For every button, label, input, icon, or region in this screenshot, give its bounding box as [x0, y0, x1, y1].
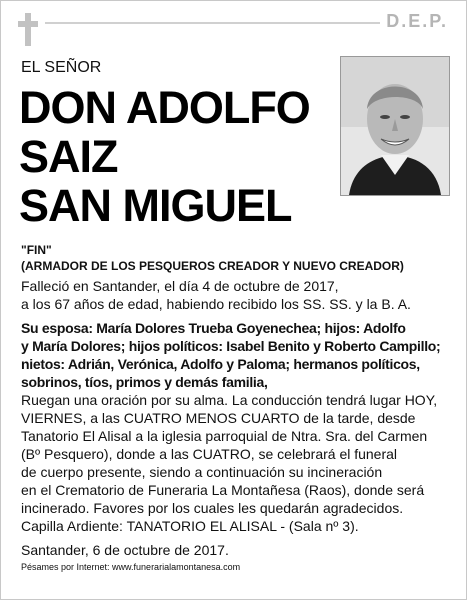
service-details — [21, 391, 461, 535]
name-line: DON ADOLFO — [19, 82, 310, 133]
service-line: en el Crematorio de Funeraria La Montañesa (Raos), donde será — [21, 482, 425, 498]
name-line: SAN MIGUEL — [19, 180, 292, 231]
service-line: Ruegan una oración por su alma. La conducción tendrá lugar HOY, — [21, 392, 438, 408]
portrait-photo-icon — [341, 57, 449, 195]
cross-icon — [18, 13, 38, 46]
deceased-name — [19, 83, 310, 230]
service-line: VIERNES, a las CUATRO MENOS CUARTO de la tarde, desde — [21, 410, 416, 426]
service-line: Tanatorio El Alisal a la iglesia parroquial de Ntra. Sra. del Carmen — [21, 428, 428, 444]
service-line: Capilla Ardiente: TANATORIO EL ALISAL - (Sala nº 3). — [21, 518, 359, 534]
death-notice-line: a los 67 años de edad, habiendo recibido los SS. SS. y la B. A. — [21, 296, 411, 312]
death-notice — [21, 277, 451, 313]
dep-label: D.E.P. — [386, 11, 448, 31]
notice-date: Santander, 6 de octubre de 2017. — [21, 542, 229, 558]
service-line: incinerado. Favores por los cuales les quedarán agradecidos. — [21, 500, 404, 516]
family-line: sobrinos, tíos, primos y demás familia, — [21, 374, 268, 390]
honorific: EL SEÑOR — [21, 59, 102, 76]
service-line: (Bº Pesquero), donde a las CUATRO, se celebrará el funeral — [21, 446, 398, 462]
service-line: de cuerpo presente, siendo a continuación su incineración — [21, 464, 383, 480]
family-line: y María Dolores; hijos políticos: Isabel Benito y Roberto Campillo; — [21, 338, 441, 354]
portrait-photo — [340, 56, 450, 196]
header-divider — [45, 22, 380, 24]
death-notice-line: Falleció en Santander, el día 4 de octubre de 2017, — [21, 278, 339, 294]
condolences-web: Pésames por Internet: www.funerarialamontanesa.com — [21, 562, 241, 572]
family-line: Su esposa: María Dolores Trueba Goyenechea; hijos: Adolfo — [21, 320, 406, 336]
family-list — [21, 319, 461, 391]
occupation: (ARMADOR DE LOS PESQUEROS CREADOR Y NUEVO CREADOR) — [21, 259, 404, 273]
nickname: "FIN" — [21, 243, 52, 257]
family-line: nietos: Adrián, Verónica, Adolfo y Paloma; hermanos políticos, — [21, 356, 420, 372]
name-line: SAIZ — [19, 131, 118, 182]
